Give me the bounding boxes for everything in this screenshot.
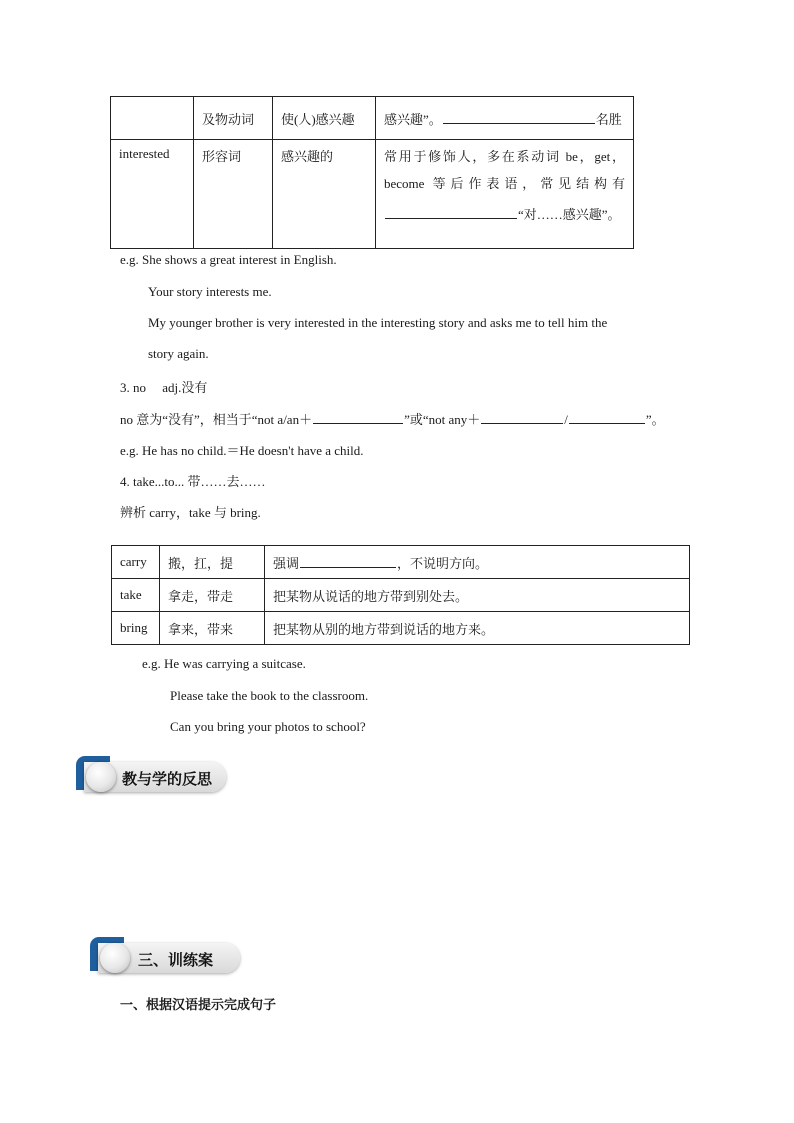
item-title: 3. no adj.没有 xyxy=(120,380,208,395)
cell-meaning: 使(人)感兴趣 xyxy=(273,97,376,140)
word-usage-table xyxy=(110,96,634,249)
desc-text: ”或“not any＋ xyxy=(404,412,481,427)
note-text: ，不说明方向。 xyxy=(397,555,489,571)
example-line: e.g. She shows a great interest in English. xyxy=(120,252,337,267)
cell-meaning: 拿来，带来 xyxy=(160,612,265,645)
cell-word: bring xyxy=(112,612,160,645)
section-title: 三、训练案 xyxy=(138,951,214,969)
fill-blank[interactable] xyxy=(569,412,645,424)
table-row xyxy=(112,546,690,579)
cell-meaning: 拿走，带走 xyxy=(160,579,265,612)
desc-text: ”。 xyxy=(645,412,665,427)
analysis-line: 辨析 carry，take 与 bring. xyxy=(120,505,261,520)
cell-note: 把某物从说话的地方带到别处去。 xyxy=(265,579,690,612)
usage-text: 名胜 xyxy=(595,111,622,127)
exercise-heading: 一、根据汉语提示完成句子 xyxy=(120,998,277,1013)
section-header-reflection xyxy=(76,756,228,794)
item-description xyxy=(120,409,665,428)
fill-blank[interactable] xyxy=(313,412,403,424)
example-line: Please take the book to the classroom. xyxy=(170,688,369,703)
desc-text: no 意为“没有”，相当于“not a/an＋ xyxy=(120,412,313,427)
fill-blank[interactable] xyxy=(385,207,517,219)
usage-text: 感兴趣”。 xyxy=(384,111,442,127)
fill-blank[interactable] xyxy=(300,556,396,568)
example-line: Your story interests me. xyxy=(148,284,272,299)
desc-text: / xyxy=(564,412,568,427)
cell-note xyxy=(265,546,690,579)
item-title: 4. take...to... 带……去…… xyxy=(120,474,266,489)
usage-line: 常用于修饰人，多在系动词 be，get， xyxy=(384,149,625,164)
cell-usage xyxy=(376,97,634,140)
cell-usage xyxy=(376,140,634,249)
example-line: e.g. He has no child.＝He doesn't have a child. xyxy=(120,443,364,458)
cell-word xyxy=(111,97,194,140)
fill-blank[interactable] xyxy=(443,112,595,124)
cell-pos: 及物动词 xyxy=(194,97,273,140)
table-row xyxy=(112,579,690,612)
cell-word: take xyxy=(112,579,160,612)
comparison-table xyxy=(111,545,690,645)
note-text: 强调 xyxy=(273,555,300,571)
cell-word: interested xyxy=(111,140,194,249)
example-line: My younger brother is very interested in the interesting story and asks me to tell him the xyxy=(148,315,608,330)
usage-text: “对……感兴趣”。 xyxy=(518,207,621,222)
cell-meaning: 搬，扛，提 xyxy=(160,546,265,579)
example-line: story again. xyxy=(148,346,209,361)
circle-icon xyxy=(86,762,116,792)
cell-note: 把某物从别的地方带到说话的地方来。 xyxy=(265,612,690,645)
cell-pos: 形容词 xyxy=(194,140,273,249)
example-line: Can you bring your photos to school? xyxy=(170,719,366,734)
section-header-training xyxy=(90,937,242,975)
cell-meaning: 感兴趣的 xyxy=(273,140,376,249)
circle-icon xyxy=(100,943,130,973)
usage-line xyxy=(384,199,625,230)
section-title: 教与学的反思 xyxy=(122,770,213,788)
example-line: e.g. He was carrying a suitcase. xyxy=(142,656,306,671)
fill-blank[interactable] xyxy=(481,412,563,424)
table-row xyxy=(112,612,690,645)
cell-word: carry xyxy=(112,546,160,579)
usage-line: become 等后作表语，常见结构有 xyxy=(384,176,625,191)
